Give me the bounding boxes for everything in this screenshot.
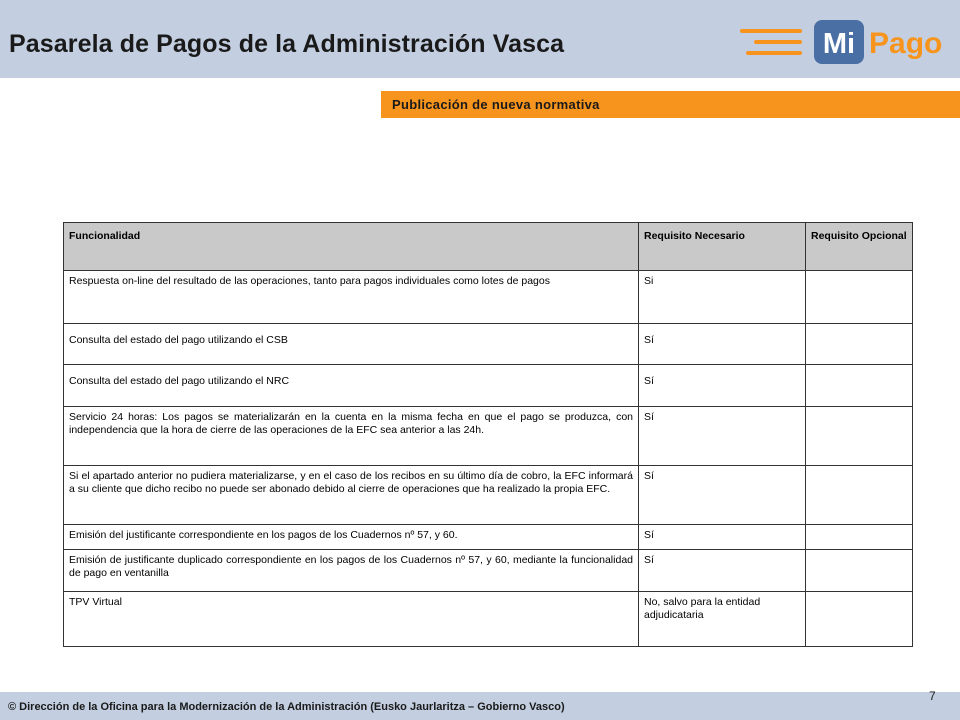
- column-header-requisito-opcional: Requisito Opcional: [806, 223, 913, 271]
- table-row: [64, 271, 913, 324]
- cell-requisito-necesario: Sí: [639, 525, 806, 550]
- footer-bar: [0, 689, 960, 720]
- cell-requisito-opcional: [806, 592, 913, 647]
- page-number: 7: [929, 689, 936, 703]
- banner-title: Publicación de nueva normativa: [392, 97, 600, 112]
- column-header-funcionalidad: Funcionalidad: [64, 223, 639, 271]
- cell-requisito-opcional: [806, 365, 913, 407]
- cell-requisito-opcional: [806, 525, 913, 550]
- svg-text:Mi: Mi: [822, 28, 856, 60]
- cell-requisito-necesario: Sí: [639, 466, 806, 525]
- table-row: [64, 324, 913, 365]
- table-row: [64, 407, 913, 466]
- cell-requisito-necesario: Sí: [639, 324, 806, 365]
- section-banner: [381, 91, 960, 118]
- column-header-requisito-necesario: Requisito Necesario: [639, 223, 806, 271]
- table-row: [64, 592, 913, 647]
- cell-requisito-necesario: Sí: [639, 407, 806, 466]
- cell-funcionalidad: TPV Virtual: [64, 592, 639, 647]
- cell-requisito-opcional: [806, 466, 913, 525]
- cell-funcionalidad: Emisión de justificante duplicado correspondiente en los pagos de los Cuadernos nº 57, y 60, mediante la funcionalidad de pago en ventanilla: [64, 550, 639, 592]
- table-row: [64, 550, 913, 592]
- cell-requisito-necesario: Sí: [639, 550, 806, 592]
- cell-requisito-necesario: Si: [639, 271, 806, 324]
- cell-funcionalidad: Si el apartado anterior no pudiera materializarse, y en el caso de los recibos en su último día de cobro, la EFC informará a su cliente que dicho recibo no puede ser abonado debido al cierre de operaciones que ha realizado la propia EFC.: [64, 466, 639, 525]
- cell-funcionalidad: Consulta del estado del pago utilizando el CSB: [64, 324, 639, 365]
- table-row: [64, 466, 913, 525]
- cell-requisito-necesario: Sí: [639, 365, 806, 407]
- footer-copyright: © Dirección de la Oficina para la Modernización de la Administración (Eusko Jaurlaritza – Gobierno Vasco): [8, 701, 565, 713]
- cell-requisito-opcional: [806, 550, 913, 592]
- cell-requisito-necesario: No, salvo para la entidad adjudicataria: [639, 592, 806, 647]
- cell-funcionalidad: Emisión del justificante correspondiente en los pagos de los Cuadernos nº 57, y 60.: [64, 525, 639, 550]
- page-title: Pasarela de Pagos de la Administración Vasca: [9, 30, 565, 58]
- cell-funcionalidad: Consulta del estado del pago utilizando el NRC: [64, 365, 639, 407]
- table-row: [64, 525, 913, 550]
- header-bar: [0, 0, 960, 78]
- cell-requisito-opcional: [806, 271, 913, 324]
- table-header-row: [64, 223, 913, 271]
- cell-funcionalidad: Respuesta on-line del resultado de las operaciones, tanto para pagos individuales como lotes de pagos: [64, 271, 639, 324]
- mipago-logo: [736, 16, 948, 68]
- table-row: [64, 365, 913, 407]
- svg-text:Pago: Pago: [869, 27, 943, 60]
- cell-funcionalidad: Servicio 24 horas: Los pagos se materializarán en la cuenta en la misma fecha en que el pago se produzca, con independencia que la hora de cierre de las operaciones de la EFC sea anterior a las 24h.: [64, 407, 639, 466]
- cell-requisito-opcional: [806, 324, 913, 365]
- requirements-table: [63, 222, 913, 647]
- cell-requisito-opcional: [806, 407, 913, 466]
